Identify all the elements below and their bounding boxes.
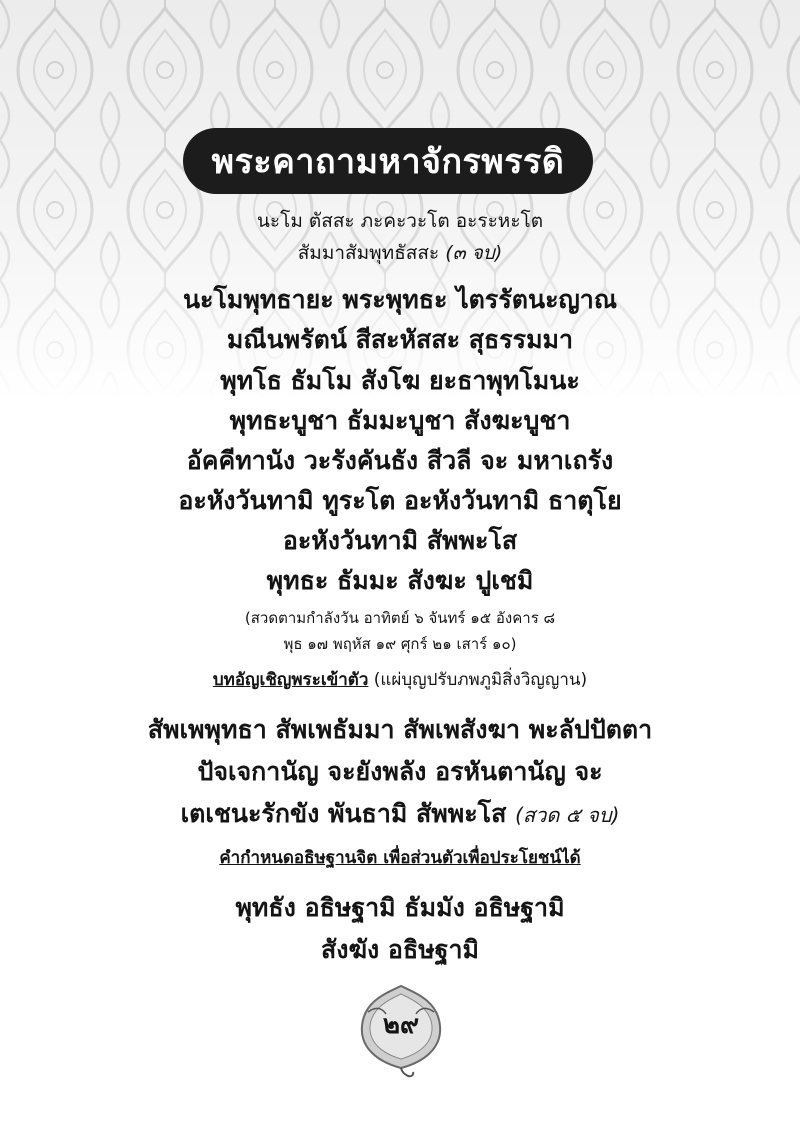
chant-line-4: พุทธะบูชา ธัมมะบูชา สังฆะบูชา: [229, 406, 571, 435]
invite-subheading: (แผ่บุญปรับภพภูมิสิ่งวิญญาน): [373, 670, 588, 690]
invite-heading-row: [0, 666, 800, 693]
title-banner: [183, 128, 593, 194]
note-line-1: (สวดตามกำลังวัน อาทิตย์ ๖ จันทร์ ๑๕ อังคาร ๘: [244, 609, 556, 627]
chant-line-6: อะหังวันทามิ ทูระโต อะหังวันทามิ ธาตุโย: [178, 486, 622, 515]
intro-line-2-text: สัมมาสัมพุทธัสสะ: [297, 242, 440, 264]
chant-line-1: นะโมพุทธายะ พระพุทธะ ไตรรัตนะญาณ: [182, 285, 618, 314]
invite-line-1: สัพเพพุทธา สัพเพธัมมา สัพเพสังฆา พะลัปปัตตา: [147, 715, 653, 744]
page-title: พระคาถามหาจักรพรรดิ: [211, 142, 565, 182]
chant-line-5: อัคคีทานัง วะรังคันธัง สีวลี จะ มหาเถรัง: [186, 446, 614, 475]
invite-heading: บทอัญเชิญพระเข้าตัว: [212, 670, 369, 690]
page-number: ๒๙: [382, 1010, 420, 1040]
resolve-line-2: สังฆัง อธิษฐามิ: [321, 935, 479, 964]
invite-repeat-note: (สวด ๕ จบ): [515, 803, 620, 827]
invite-line-2: ปัจเจกานัญ จะยังพลัง อรหันตานัญ จะ: [197, 757, 603, 786]
invite-line-3-row: [0, 794, 800, 834]
note-line-2: พุธ ๑๗ พฤหัส ๑๙ ศุกร์ ๒๑ เสาร์ ๑๐): [283, 635, 517, 653]
resolve-heading: คำกำหนดอธิษฐานจิต เพื่อส่วนตัวเพื่อประโยชน์ได้: [219, 848, 581, 868]
invite-line-3: เตเชนะรักขัง พันธามิ สัพพะโส: [180, 799, 507, 828]
intro-line-2: [0, 238, 800, 268]
resolve-line-1: พุทธัง อธิษฐามิ ธัมมัง อธิษฐามิ: [235, 893, 565, 922]
page-number-badge: [358, 982, 444, 1078]
chant-line-2: มณีนพรัตน์ สีสะหัสสะ สุธรรมมา: [226, 325, 574, 354]
chant-line-3: พุทโธ ธัมโม สังโฆ ยะธาพุทโมนะ: [220, 366, 580, 395]
chant-line-8: พุทธะ ธัมมะ สังฆะ ปูเชมิ: [266, 566, 534, 595]
intro-line-1: นะโม ตัสสะ ภะคะวะโต อะระหะโต: [256, 210, 544, 232]
resolve-heading-row: [0, 844, 800, 871]
chant-line-7: อะหังวันทามิ สัพพะโส: [282, 526, 518, 555]
intro-repeat-note: (๓ จบ): [445, 242, 503, 264]
